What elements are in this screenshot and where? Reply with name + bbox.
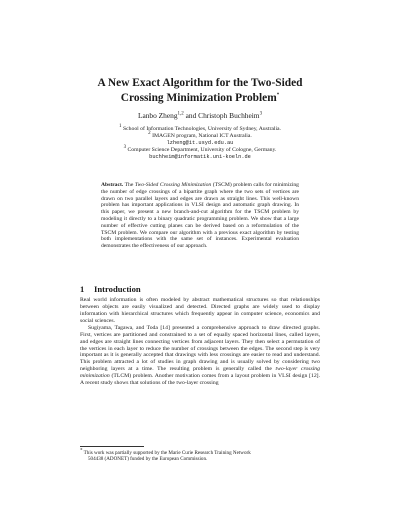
affiliation-mark: 3 xyxy=(123,145,127,151)
affiliation-line xyxy=(70,126,330,133)
affiliation-line xyxy=(70,133,330,140)
title-line-2-text: Crossing Minimization Problem xyxy=(120,91,277,104)
footnote xyxy=(80,450,320,463)
affiliation-mark: 2 xyxy=(148,131,151,137)
author-email: buchheim@informatik.uni-koeln.de xyxy=(149,154,251,160)
author-name: Lanbo Zheng xyxy=(137,111,178,120)
paragraph-text: Sugiyama, Tagawa, and Toda [14] presented a comprehensive approach to draw directed graphs. First, vertices are partitioned and constrained to a set of equally spaced horizontal lines, called layers, and edges are straight lines connecting vertices from adjacent layers. They then select a permutation of the vertices in each layer to reduce the number of crossings between the edges. The second step is very important as it is generally accepted that drawings with less crossings are easier to read and understand. This problem attracted a lot of studies in graph drawing and is usually solved by considering two neighboring layers at a time. The resulting problem is generally called the xyxy=(80,325,320,373)
affiliations xyxy=(70,126,330,161)
body-paragraph: Real world information is often modeled by abstract mathematical structures so that relationships between objects are easily visualized and detected. Directed graphs are widely used to display information with hierarchical structures which frequently appear in computer science, economics and social sciences. xyxy=(80,297,320,324)
footnote-mark: * xyxy=(80,448,83,454)
title-line-1: A New Exact Algorithm for the Two-Sided xyxy=(97,77,303,89)
abstract xyxy=(101,182,299,250)
abstract-label: Abstract. xyxy=(101,182,124,188)
affiliation-text: School of Information Technologies, University of Sydney, Australia. xyxy=(122,126,281,132)
footnote-line-2: 504438 (ADONET) funded by the European Commission. xyxy=(88,456,208,463)
section-heading xyxy=(80,284,141,294)
paragraph-emphasis: two-layer crossing minimization xyxy=(80,366,320,379)
section-title: Introduction xyxy=(94,284,141,294)
abstract-text: (TSCM) problem calls for minimizing the number of edge crossings of a bipartite graph where the two sets of vertices are drawn on two parallel layers and edges are drawn as straight lines. This well-known problem has important applications in VLSI design and automatic graph drawing. In this paper, we present a new branch-and-cut algorithm for the TSCM problem by modeling it directly to a binary quadratic programming problem. We show that a large number of effective cutting planes can be derived based on a reformulation of the TSCM problem. We compare our algorithm with a previous exact algorithm by testing both implementations with the same set of instances. Experimental evaluation demonstrates the effectiveness of our approach. xyxy=(101,182,299,250)
author-name: Christoph Buchheim xyxy=(198,111,260,120)
footnote-rule xyxy=(80,446,144,447)
abstract-problem-name: Two-Sided Crossing Minimization xyxy=(134,182,212,188)
paper-title xyxy=(60,76,340,105)
title-footnote-mark: * xyxy=(276,92,280,98)
author-affiliation-mark: 3 xyxy=(259,111,263,117)
paragraph-text: (TLCM) problem. Another motivation comes from a layout problem in VLSI design [12]. A recent study shows that solutions of the two-layer crossing xyxy=(80,372,320,386)
affiliation-text: IMAGEN program, National ICT Australia. xyxy=(152,133,252,139)
title-line-2 xyxy=(60,91,340,106)
author-email: lzheng@it.usyd.edu.au xyxy=(166,140,234,146)
section-number: 1 xyxy=(80,284,85,294)
affiliation-mark: 1 xyxy=(119,124,122,130)
body-paragraph xyxy=(80,325,320,387)
author-conjunction: and xyxy=(183,111,199,120)
abstract-text-pre: The xyxy=(123,182,135,188)
footnote-text: This work was partially supported by the Marie Curie Research Training Network xyxy=(82,450,251,456)
author-list xyxy=(60,111,340,120)
affiliation-text: Computer Science Department, University of Cologne, Germany. xyxy=(127,147,277,153)
affiliation-line xyxy=(70,147,330,154)
author-affiliation-mark: 1,2 xyxy=(177,111,184,117)
